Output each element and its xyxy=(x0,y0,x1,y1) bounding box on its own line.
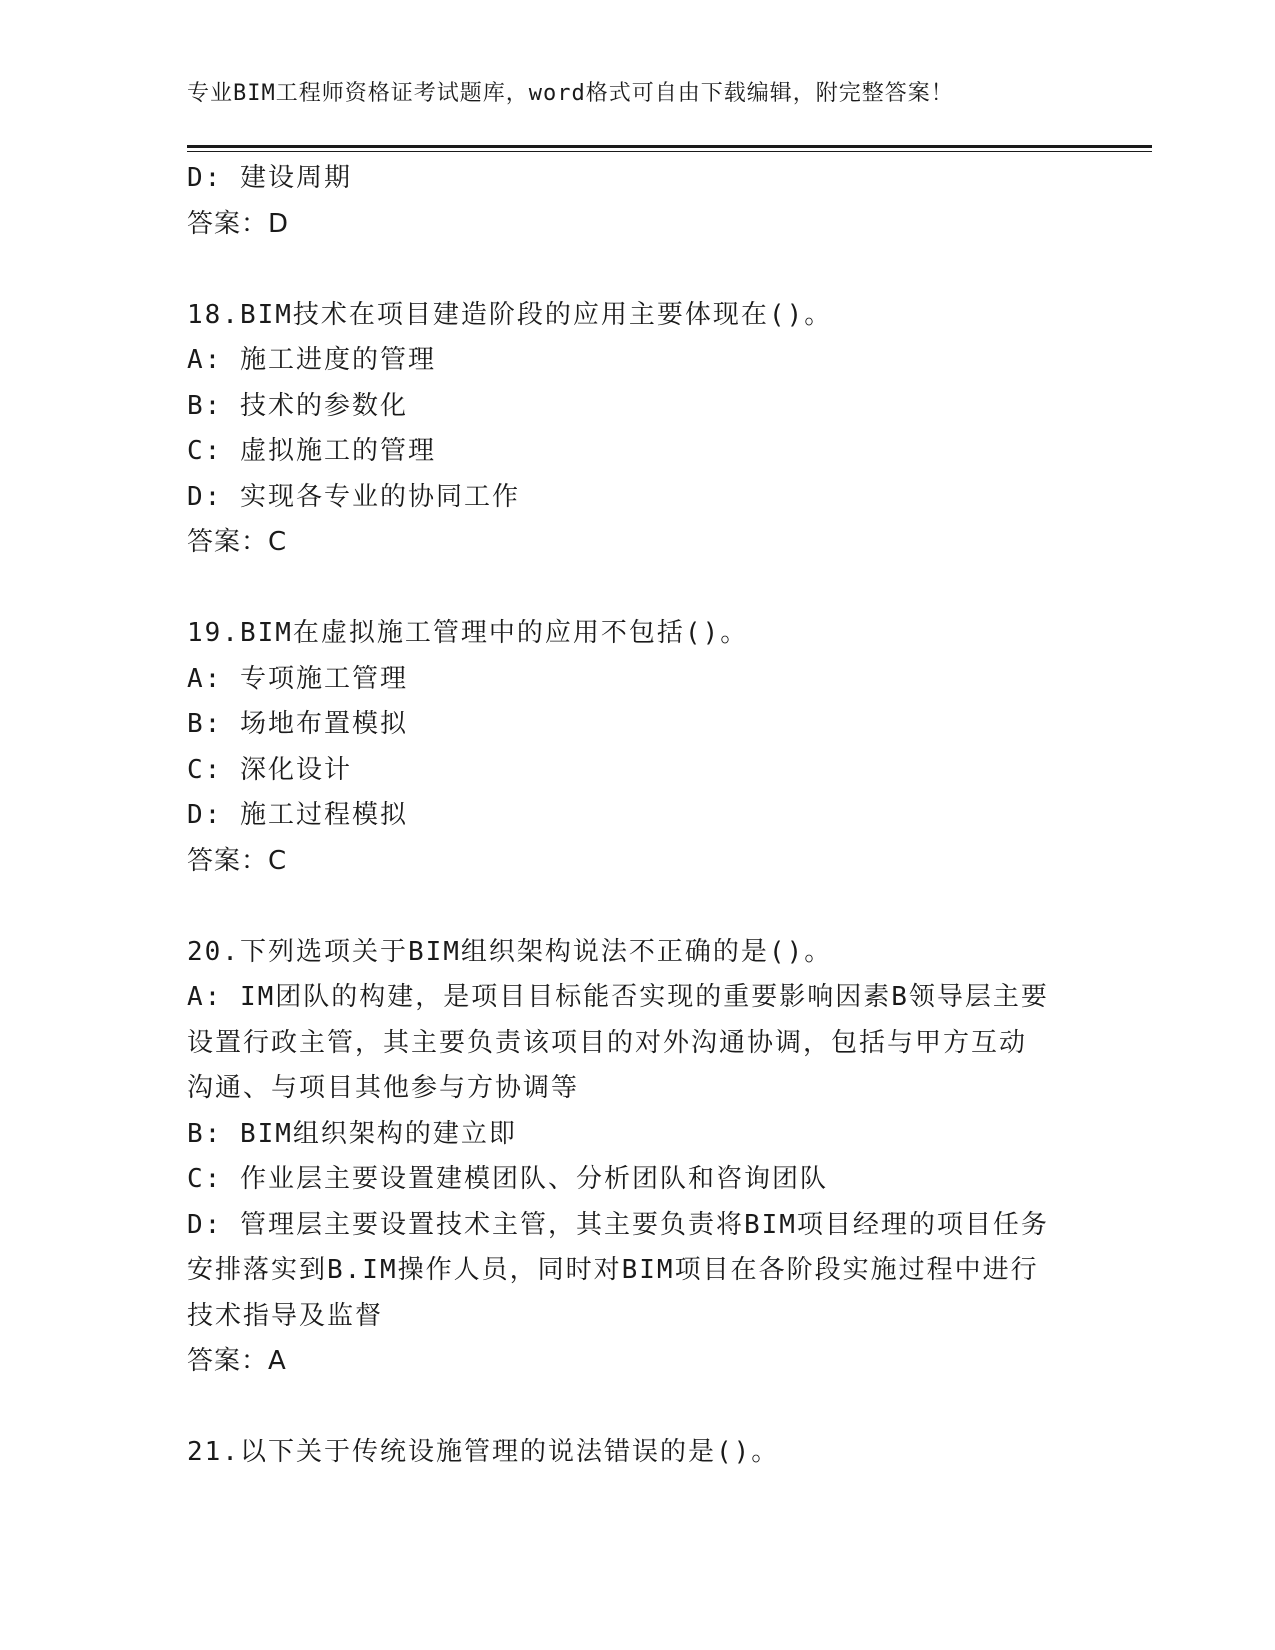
question-20 xyxy=(187,930,1087,1385)
spacer xyxy=(187,884,1087,930)
option-d-line-3: 技术指导及监督 xyxy=(187,1300,384,1331)
option-a: A: 施工进度的管理 xyxy=(187,345,436,375)
page-header: 专业BIM工程师资格证考试题库，word格式可自由下载编辑，附完整答案！ xyxy=(187,81,954,106)
document-body xyxy=(187,156,1087,1476)
answer: 答案：C xyxy=(187,527,288,557)
answer: 答案：C xyxy=(187,845,288,876)
header-rule-thick xyxy=(187,145,1152,148)
option-b: B: BIM组织架构的建立即 xyxy=(187,1118,517,1149)
question-stem: 18.BIM技术在项目建造阶段的应用主要体现在()。 xyxy=(187,299,833,330)
question-21 xyxy=(187,1430,1087,1476)
answer: 答案：D xyxy=(187,208,290,239)
option-a: A: 专项施工管理 xyxy=(187,663,408,694)
question-stem: 19.BIM在虚拟施工管理中的应用不包括()。 xyxy=(187,618,749,648)
option-d-line-1: D: 管理层主要设置技术主管，其主要负责将BIM项目经理的项目任务 xyxy=(187,1209,1049,1240)
spacer xyxy=(187,247,1087,293)
spacer xyxy=(187,566,1087,612)
header-rule-thin xyxy=(187,151,1152,152)
spacer xyxy=(187,1385,1087,1431)
option-a-line-3: 沟通、与项目其他参与方协调等 xyxy=(187,1073,580,1103)
question-17-tail xyxy=(187,156,1087,247)
question-18 xyxy=(187,293,1087,566)
option-c: C: 深化设计 xyxy=(187,754,352,785)
option-b: B: 技术的参数化 xyxy=(187,390,408,421)
option-d: D: 实现各专业的协同工作 xyxy=(187,481,520,512)
question-19 xyxy=(187,611,1087,884)
option-a-line-2: 设置行政主管，其主要负责该项目的对外沟通协调，包括与甲方互动 xyxy=(187,1027,1028,1058)
option-d: D: 施工过程模拟 xyxy=(187,800,408,830)
option-c: C: 作业层主要设置建模团队、分析团队和咨询团队 xyxy=(187,1164,828,1194)
option-b: B: 场地布置模拟 xyxy=(187,709,408,739)
option-d-line-2: 安排落实到B.IM操作人员，同时对BIM项目在各阶段实施过程中进行 xyxy=(187,1255,1039,1285)
option-d: D: 建设周期 xyxy=(187,163,352,193)
option-c: C: 虚拟施工的管理 xyxy=(187,436,436,466)
question-stem: 21.以下关于传统设施管理的说法错误的是()。 xyxy=(187,1437,780,1467)
answer: 答案：A xyxy=(187,1346,287,1376)
option-a-line-1: A: IM团队的构建，是项目目标能否实现的重要影响因素B领导层主要 xyxy=(187,982,1049,1012)
question-stem: 20.下列选项关于BIM组织架构说法不正确的是()。 xyxy=(187,936,833,967)
